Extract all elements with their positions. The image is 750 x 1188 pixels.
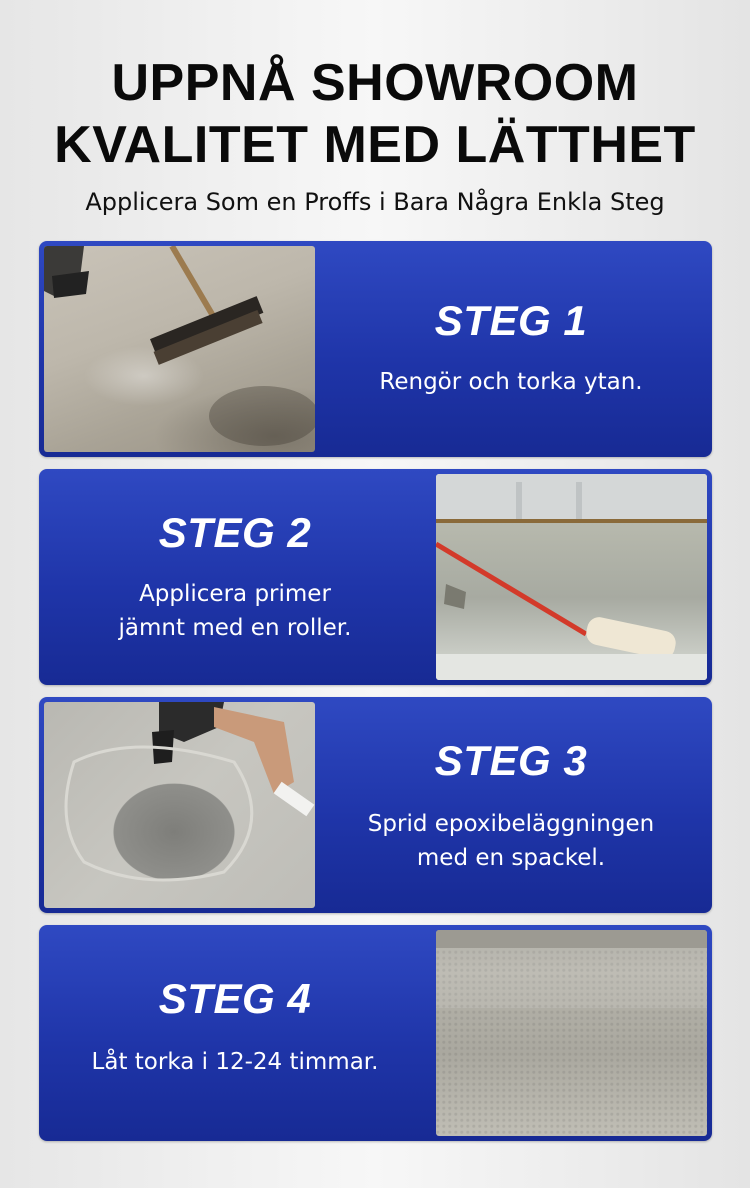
step-card-1: [39, 241, 712, 457]
step-3-desc-line1: Sprid epoxibeläggningen: [367, 811, 655, 837]
title-line-2: KVALITET MED LÄTTHET: [54, 116, 696, 174]
trowel-spreading-illustration: [44, 702, 315, 908]
step-3-text: [315, 697, 707, 913]
step-2-desc-line2: jämnt med en roller.: [118, 615, 352, 641]
step-2-text: [39, 469, 431, 685]
step-4-photo: [436, 930, 707, 1136]
step-3-desc: [315, 807, 707, 875]
broom-cleaning-illustration: [44, 246, 315, 452]
step-2-photo: [436, 474, 707, 680]
step-4-text: [39, 925, 431, 1141]
step-card-3: [39, 697, 712, 913]
page-subtitle: Applicera Som en Proffs i Bara Några Enkla Steg: [85, 188, 665, 216]
step-4-desc: [39, 1045, 431, 1079]
step-card-4: [39, 925, 712, 1141]
step-3-photo: [44, 702, 315, 908]
finished-floor-illustration: [436, 930, 707, 1136]
step-1-desc-line1: Rengör och torka ytan.: [379, 369, 643, 395]
step-3-desc-line2: med en spackel.: [416, 845, 606, 871]
step-1-desc: [315, 365, 707, 399]
step-1-title: STEG 1: [434, 297, 588, 344]
step-card-2: [39, 469, 712, 685]
step-2-title: STEG 2: [158, 509, 312, 556]
step-2-desc-line1: Applicera primer: [139, 581, 331, 607]
title-line-1: UPPNÅ SHOWROOM: [111, 54, 639, 112]
roller-priming-illustration: [436, 474, 707, 680]
step-1-photo: [44, 246, 315, 452]
page-title: [0, 52, 750, 176]
step-4-desc-line1: Låt torka i 12-24 timmar.: [91, 1049, 379, 1075]
step-2-desc: [39, 577, 431, 645]
step-1-text: [315, 241, 707, 457]
step-4-title: STEG 4: [158, 975, 312, 1022]
step-3-title: STEG 3: [434, 737, 588, 784]
